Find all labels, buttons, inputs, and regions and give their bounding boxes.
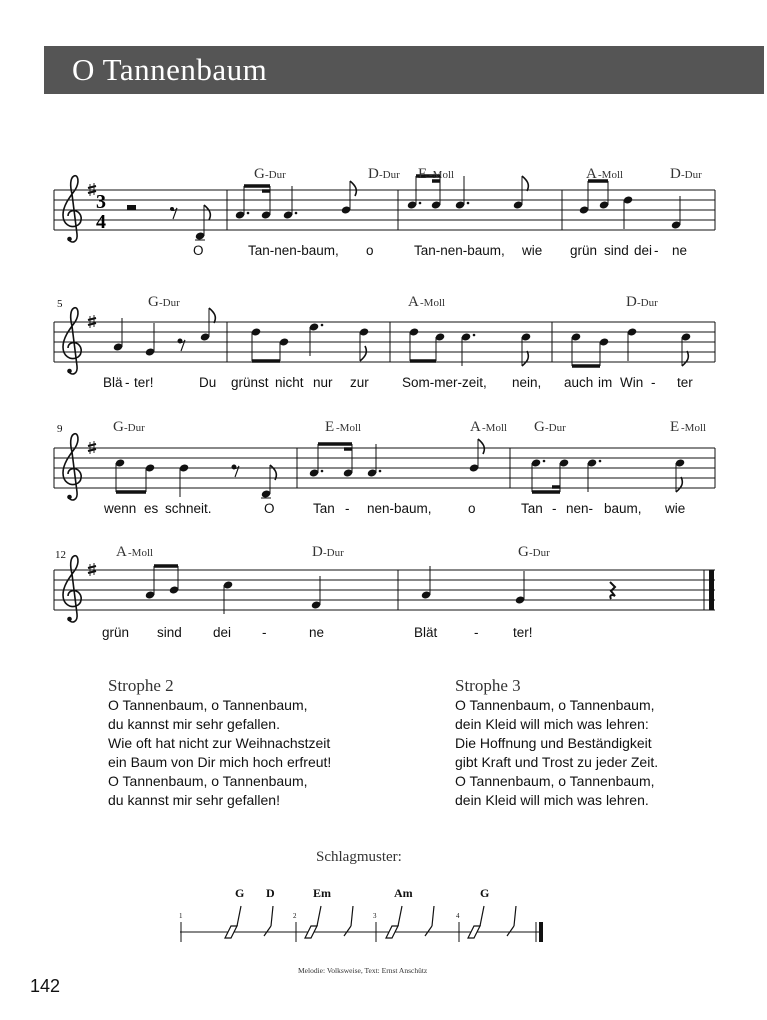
chord-root: D bbox=[368, 166, 379, 182]
notes-m4 bbox=[579, 181, 682, 230]
staff-lines bbox=[54, 190, 715, 230]
lyric: sind bbox=[157, 625, 182, 640]
chord-quality: -Moll bbox=[681, 422, 707, 434]
pattern-chord: Em bbox=[313, 886, 331, 900]
chord-root: D bbox=[626, 294, 637, 310]
system-3 bbox=[54, 419, 715, 516]
chord-quality: -Moll bbox=[482, 422, 508, 434]
verse-line: du kannst mir sehr gefallen. bbox=[108, 716, 280, 732]
measure-number: 12 bbox=[55, 549, 66, 561]
chord-root: G bbox=[254, 166, 265, 182]
eighth-rest bbox=[170, 207, 177, 219]
system-4 bbox=[54, 544, 715, 640]
lyric: nicht bbox=[275, 375, 304, 390]
chord-quality: -Dur bbox=[681, 169, 702, 181]
chord-quality: -Dur bbox=[124, 422, 145, 434]
lyric: - bbox=[345, 501, 350, 516]
lyric: dei bbox=[634, 243, 653, 258]
time-signature-bottom: 4 bbox=[96, 211, 106, 233]
lyric: Tan bbox=[313, 501, 335, 516]
lyric: - bbox=[262, 625, 267, 640]
verse-heading: Strophe 2 bbox=[108, 676, 174, 695]
chord-quality: -Dur bbox=[529, 547, 550, 559]
lyric: O bbox=[264, 501, 275, 516]
chord-root: A bbox=[408, 294, 419, 310]
song-title: O Tannenbaum bbox=[72, 52, 268, 87]
lyric: grün bbox=[102, 625, 130, 640]
page-number: 142 bbox=[30, 976, 61, 996]
lyric: zur bbox=[350, 375, 369, 390]
notes-m8 bbox=[571, 327, 692, 366]
chord-quality: -Moll bbox=[429, 169, 455, 181]
lyric: nen-baum, bbox=[367, 501, 432, 516]
half-rest bbox=[127, 205, 136, 210]
chord-root: G bbox=[534, 419, 545, 435]
lyric: o bbox=[366, 243, 374, 258]
lyric: Du bbox=[199, 375, 217, 390]
lyric: wie bbox=[522, 243, 543, 258]
chord-root: A bbox=[470, 419, 481, 435]
lyric: sind bbox=[604, 243, 629, 258]
pattern-chords bbox=[235, 886, 489, 900]
chord-quality: -Moll bbox=[336, 422, 362, 434]
lyric: schneit. bbox=[165, 501, 212, 516]
strum-slashes bbox=[225, 906, 516, 938]
notes-m7 bbox=[409, 327, 532, 366]
lyric: nen- bbox=[566, 501, 594, 516]
verse-2 bbox=[108, 676, 331, 810]
chord-root: D bbox=[670, 166, 681, 182]
verse-line: dein Kleid will mich was lehren. bbox=[455, 792, 649, 808]
lyric: Tan bbox=[521, 501, 543, 516]
chord-root: E bbox=[325, 419, 335, 435]
chord-quality: -Moll bbox=[128, 547, 154, 559]
lyric: grünst bbox=[231, 375, 269, 390]
lyric: Blä bbox=[103, 375, 123, 390]
lyric: Win bbox=[620, 375, 644, 390]
notes-m13 bbox=[421, 566, 615, 605]
treble-clef-icon bbox=[63, 556, 81, 622]
lyric: Som-mer-zeit, bbox=[402, 375, 487, 390]
verse-line: O Tannenbaum, o Tannenbaum, bbox=[108, 697, 308, 713]
lyric: O bbox=[193, 243, 204, 258]
measure-number: 5 bbox=[57, 298, 63, 310]
lyric: - bbox=[125, 375, 130, 390]
chord-root: D bbox=[312, 544, 323, 560]
verse-line: ein Baum von Dir mich hoch erfreut! bbox=[108, 754, 332, 770]
lyric: o bbox=[468, 501, 476, 516]
system-2 bbox=[54, 294, 715, 390]
chord-root: G bbox=[113, 419, 124, 435]
verse-line: dein Kleid will mich was lehren: bbox=[455, 716, 649, 732]
lyric: ter! bbox=[134, 375, 154, 390]
credit-line: Melodie: Volksweise, Text: Ernst Anschütz bbox=[298, 966, 428, 975]
lyric: ter bbox=[677, 375, 693, 390]
staff-lines bbox=[54, 322, 715, 362]
lyric: ne bbox=[309, 625, 325, 640]
lyric: Tan-nen-baum, bbox=[248, 243, 339, 258]
lyric: ne bbox=[672, 243, 688, 258]
verse-line: du kannst mir sehr gefallen! bbox=[108, 792, 280, 808]
lyric: Blät bbox=[414, 625, 438, 640]
beat-number: 3 bbox=[373, 912, 377, 920]
treble-clef-icon bbox=[63, 434, 81, 500]
lyric: grün bbox=[570, 243, 598, 258]
chord-root: A bbox=[116, 544, 127, 560]
lyric: auch bbox=[564, 375, 594, 390]
chord-root: G bbox=[148, 294, 159, 310]
chord-quality: -Moll bbox=[420, 297, 446, 309]
verse-heading: Strophe 3 bbox=[455, 676, 521, 695]
verse-line: O Tannenbaum, o Tannenbaum, bbox=[108, 773, 308, 789]
verse-line: O Tannenbaum, o Tannenbaum, bbox=[455, 697, 655, 713]
system-1 bbox=[54, 166, 715, 258]
treble-clef-icon bbox=[63, 308, 81, 374]
lyric: - bbox=[651, 375, 656, 390]
treble-clef-icon bbox=[63, 176, 81, 242]
pattern-chord: G bbox=[480, 886, 490, 900]
chord-quality: -Dur bbox=[379, 169, 400, 181]
beat-number: 2 bbox=[293, 912, 297, 920]
notes-m11 bbox=[531, 458, 686, 492]
lyric: - bbox=[474, 625, 479, 640]
beat-number: 4 bbox=[456, 912, 460, 920]
time-signature-top: 3 bbox=[96, 191, 106, 213]
lyric: baum, bbox=[604, 501, 642, 516]
lyric: ter! bbox=[513, 625, 533, 640]
chord-quality: -Moll bbox=[598, 169, 624, 181]
measure-number: 9 bbox=[57, 423, 63, 435]
chord-quality: -Dur bbox=[545, 422, 566, 434]
strumming-pattern-title: Schlagmuster: bbox=[316, 849, 402, 865]
staff-lines bbox=[54, 570, 715, 610]
chord-quality: -Dur bbox=[323, 547, 344, 559]
verse-3 bbox=[455, 676, 658, 810]
chord-root: A bbox=[586, 166, 597, 182]
chord-root: E bbox=[418, 166, 428, 182]
verse-line: O Tannenbaum, o Tannenbaum, bbox=[455, 773, 655, 789]
beat-number: 1 bbox=[179, 912, 183, 920]
lyric: - bbox=[552, 501, 557, 516]
lyric: wie bbox=[665, 501, 686, 516]
verse-line: Wie oft hat nicht zur Weihnachstzeit bbox=[108, 735, 331, 751]
lyric: - bbox=[654, 243, 659, 258]
strumming-pattern bbox=[0, 870, 767, 950]
pattern-chord: G bbox=[235, 886, 245, 900]
lyric: wenn bbox=[104, 501, 137, 516]
verse-line: gibt Kraft und Trost zu jeder Zeit. bbox=[455, 754, 659, 770]
lyric: dei bbox=[213, 625, 232, 640]
lyric: Tan-nen-baum, bbox=[414, 243, 505, 258]
chord-quality: -Dur bbox=[159, 297, 180, 309]
chord-quality: -Dur bbox=[265, 169, 286, 181]
chord-quality: -Dur bbox=[637, 297, 658, 309]
pattern-chord: D bbox=[266, 886, 275, 900]
verse-line: Die Hoffnung und Beständigkeit bbox=[455, 735, 652, 751]
lyric: im bbox=[598, 375, 613, 390]
pattern-chord: Am bbox=[394, 886, 413, 900]
final-barline bbox=[709, 570, 714, 610]
chord-root: G bbox=[518, 544, 529, 560]
lyric: nein, bbox=[512, 375, 542, 390]
chord-root: E bbox=[670, 419, 680, 435]
lyric: es bbox=[144, 501, 159, 516]
lyric: nur bbox=[313, 375, 333, 390]
